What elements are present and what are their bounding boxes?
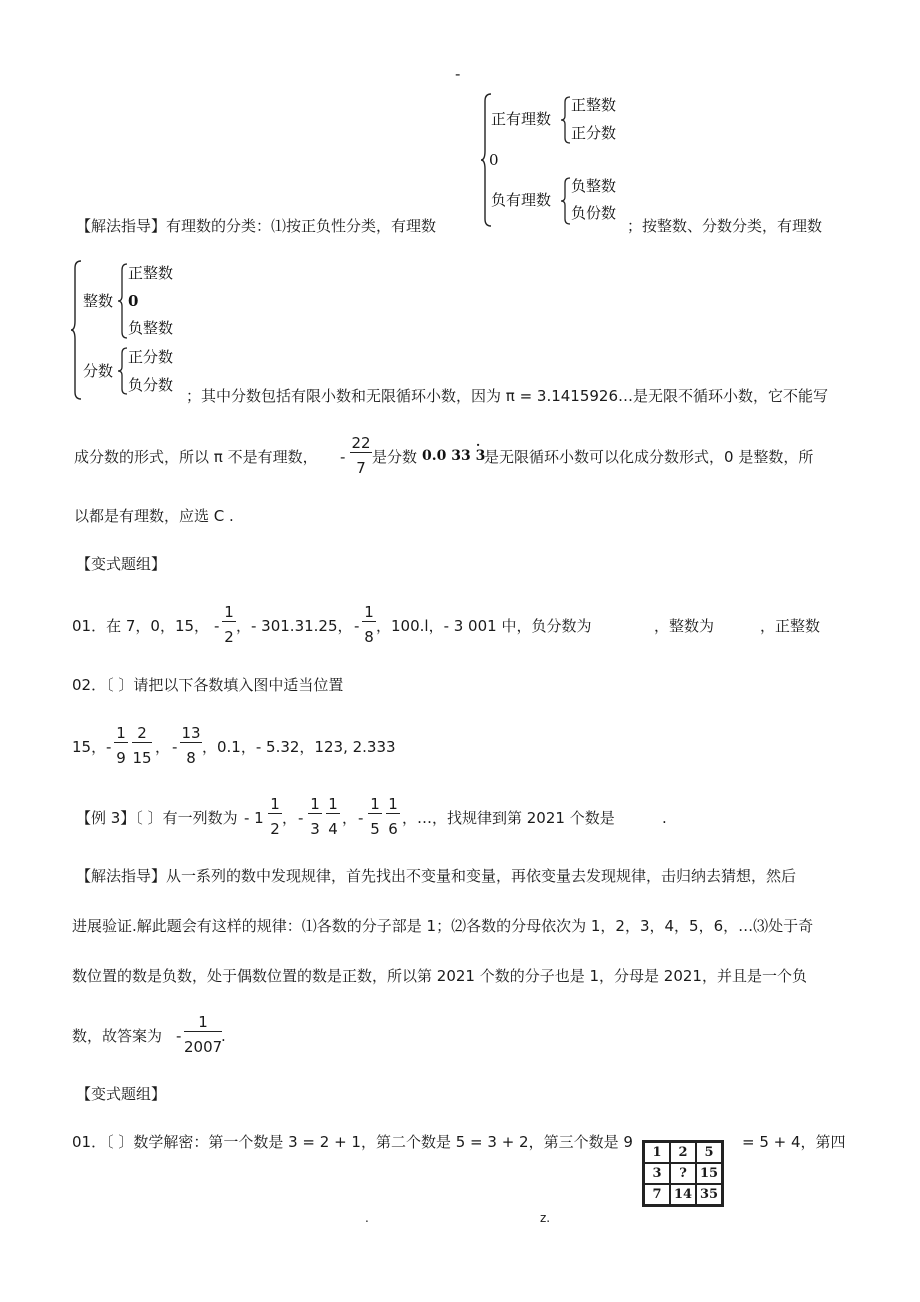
fraction-13-8 [180, 724, 202, 767]
fraction-2-15 [132, 724, 152, 767]
minus-sign: - [298, 809, 304, 827]
negative-rational-label: 负有理数 [491, 191, 552, 209]
fraction-numerator: 1 [198, 1013, 208, 1031]
fraction-numerator: 1 [310, 795, 320, 813]
fraction-numerator: 1 [116, 724, 126, 742]
positive-fraction-label: 正分数 [571, 124, 617, 142]
solution-guide-intro-cont: ；按整数、分数分类，有理数 [627, 217, 823, 235]
fraction-denominator: 6 [386, 813, 400, 838]
solution-para-4: 数，故答案为 [72, 1027, 163, 1045]
minus-sign: - [354, 617, 360, 635]
number-grid [642, 1140, 724, 1207]
solution-para-1: 【解法指导】从一系列的数中发现规律，首先找出不变量和变量，再依变量去发现规律，击归纳去猜想，然后 [76, 867, 797, 885]
negative-brace-icon [561, 177, 571, 225]
minus-one: - 1 [244, 809, 264, 827]
solution-line-2: ；其中分数包括有限小数和无限循环小数，因为 π = 3.1415926…是无限不循环小数，它不能写 [186, 387, 829, 405]
repeating-decimal: 0.0 33 3 [422, 448, 486, 464]
solution-line-3-a: 成分数的形式，所以 π 不是有理数， [74, 448, 318, 466]
fraction-1-2007 [184, 1013, 222, 1056]
fraction-numerator: 22 [351, 434, 371, 452]
question-01-a: 01．在 7，0，15， [72, 617, 210, 635]
variant-title: 【变式题组】 [76, 555, 167, 573]
positive-brace-icon [561, 96, 571, 144]
separator: ， [282, 809, 298, 827]
grid-cell: 7 [644, 1184, 671, 1206]
type-negative-fraction-label: 负分数 [128, 376, 174, 394]
example-3-period: . [662, 809, 667, 827]
fraction-1-3 [308, 795, 322, 838]
integer-brace-icon [118, 263, 128, 339]
footer-left: . [365, 1211, 369, 1225]
example-3-a: 【例 3】〔 〕有一列数为 [76, 809, 238, 827]
minus-sign: - [176, 1027, 182, 1045]
grid-cell: 35 [696, 1184, 723, 1206]
fraction-1-4 [326, 795, 340, 838]
question-01-d: ，整数为 [654, 617, 715, 635]
fraction-numerator: 1 [224, 603, 234, 621]
minus-sign: - [106, 738, 112, 756]
fraction-1-5 [368, 795, 382, 838]
fraction-denominator: 9 [114, 742, 128, 767]
solution-line-3-b: 是分数 [372, 448, 418, 466]
type-negative-integer-label: 负整数 [128, 319, 174, 337]
question-01b-b: = 5 + 4，第四 [742, 1133, 846, 1151]
fraction-denominator: 15 [132, 742, 152, 767]
fraction-label: 分数 [83, 362, 114, 380]
fraction-denominator: 2007 [184, 1031, 222, 1056]
grid-cell: 1 [644, 1142, 671, 1164]
solution-line-4: 以都是有理数，应选 C . [74, 507, 234, 525]
grid-cell: 5 [696, 1142, 723, 1164]
fraction-denominator: 8 [180, 742, 202, 767]
minus-sign: - [358, 809, 364, 827]
fraction-denominator: 7 [350, 452, 372, 477]
fraction-numerator: 1 [364, 603, 374, 621]
separator: ， [342, 809, 358, 827]
fraction-denominator: 2 [268, 813, 282, 838]
grid-row [644, 1184, 723, 1206]
type-zero-label: 0 [128, 292, 139, 310]
positive-rational-label: 正有理数 [491, 110, 552, 128]
fraction-denominator: 4 [326, 813, 340, 838]
question-01-e: ，正整数 [760, 617, 821, 635]
repeating-dot: · [476, 438, 481, 452]
positive-integer-label: 正整数 [571, 96, 617, 114]
fraction-denominator: 8 [362, 621, 376, 646]
fraction-1-2 [222, 603, 236, 646]
grid-row [644, 1142, 723, 1164]
fraction-numerator: 1 [370, 795, 380, 813]
header-mark: - [455, 65, 461, 83]
solution-guide-intro: 【解法指导】有理数的分类：⑴按正负性分类，有理数 [76, 217, 437, 235]
fraction-1-6 [386, 795, 400, 838]
integer-label: 整数 [83, 292, 114, 310]
fraction-1-8 [362, 603, 376, 646]
solution-para-2: 进展验证.解此题会有这样的规律：⑴各数的分子部是 1；⑵各数的分母依次为 1，2，3，4，5，6，…⑶处于奇 [72, 917, 814, 935]
negative-fraction-label: 负份数 [571, 204, 617, 222]
grid-cell: ? [670, 1163, 696, 1184]
fraction-denominator: 5 [368, 813, 382, 838]
grid-cell: 3 [644, 1163, 671, 1184]
grid-cell: 14 [670, 1184, 696, 1206]
q02-numbers-b: ， [155, 738, 171, 756]
fraction-1-9 [114, 724, 128, 767]
type-positive-integer-label: 正整数 [128, 264, 174, 282]
variant-title-2: 【变式题组】 [76, 1085, 167, 1103]
fraction-denominator: 3 [308, 813, 322, 838]
minus-sign: - [172, 738, 178, 756]
grid-cell: 2 [670, 1142, 696, 1164]
type-positive-fraction-label: 正分数 [128, 348, 174, 366]
question-01b-a: 01．〔 〕数学解密：第一个数是 3 = 2 + 1，第二个数是 5 = 3 + 2，第三个数是 9 [72, 1133, 633, 1151]
grid-cell: 15 [696, 1163, 723, 1184]
solution-para-3: 数位置的数是负数，处于偶数位置的数是正数，所以第 2021 个数的分子也是 1，分母是 2021，并且是一个负 [72, 967, 807, 985]
negative-integer-label: 负整数 [571, 177, 617, 195]
fraction-22-7 [350, 434, 372, 477]
fraction-denominator: 2 [222, 621, 236, 646]
zero-label: 0 [489, 151, 499, 169]
q02-numbers-a: 15， [72, 738, 107, 756]
fraction-numerator: 1 [270, 795, 280, 813]
grid-row [644, 1163, 723, 1184]
question-02: 02．〔 〕请把以下各数填入图中适当位置 [72, 676, 344, 694]
fraction-numerator: 1 [328, 795, 338, 813]
question-01-c: ，100.l，- 3 001 中，负分数为 [376, 617, 592, 635]
fraction-brace-icon [118, 347, 128, 395]
solution-period: . [221, 1027, 226, 1045]
fraction-numerator: 1 [388, 795, 398, 813]
example-3-b: ，…，找规律到第 2021 个数是 [402, 809, 615, 827]
fraction-1-2 [268, 795, 282, 838]
solution-line-3-c: 是无限循环小数可以化成分数形式，0 是整数，所 [484, 448, 814, 466]
fraction-numerator: 2 [137, 724, 147, 742]
fraction-numerator: 13 [181, 724, 201, 742]
footer-right: z. [540, 1211, 551, 1225]
minus-sign: - [214, 617, 220, 635]
outer-brace-2-icon [71, 260, 83, 400]
minus-sign: - [340, 448, 346, 466]
q02-numbers-c: ，0.1，- 5.32，123, 2.333 [202, 738, 396, 756]
question-01-b: ，- 301.31.25， [236, 617, 353, 635]
